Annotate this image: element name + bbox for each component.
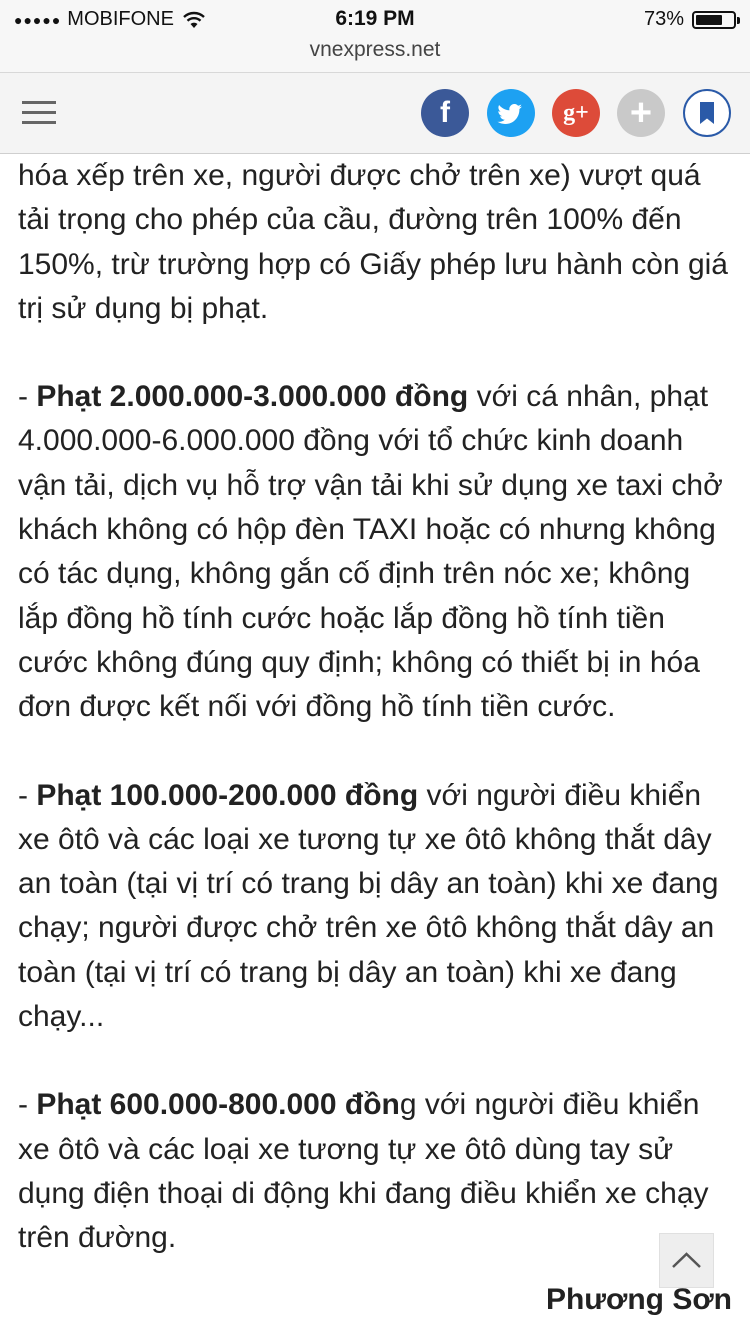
battery-tip <box>737 17 740 24</box>
more-share-button[interactable] <box>617 89 665 137</box>
facebook-share-button[interactable] <box>421 89 469 137</box>
signal-strength-icon: ●●●●● <box>14 11 62 28</box>
paragraph-prefix: - <box>18 778 37 812</box>
fine-amount: Phạt 600.000-800.000 đồn <box>36 1088 400 1122</box>
paragraph-text: với cá nhân, phạt 4.000.000-6.000.000 đồng với tổ chức kinh doanh vận tải, dịch vụ hỗ trợ vận tải khi sử dụng xe taxi chở khách không có hộp đèn TAXI hoặc có nhưng không có tác dụng, không gắn cố định trên nóc xe; không lắp đồng hồ tính cước hoặc lắp đồng hồ tính tiền cước không đúng quy định; không có thiết bị in hóa đơn được kết nối với đồng hồ tính tiền cước. <box>18 380 723 724</box>
google-plus-share-button[interactable] <box>552 89 600 137</box>
status-time: 6:19 PM <box>335 7 415 30</box>
battery-icon <box>692 11 736 29</box>
google-plus-icon: g+ <box>563 100 589 126</box>
chevron-up-icon <box>660 1234 713 1287</box>
twitter-bird-icon <box>487 89 535 137</box>
paragraph-text: với người điều khiển xe ôtô và các loại xe tương tự xe ôtô không thắt dây an toàn (tại vị trí có trang bị dây an toàn) khi xe đang chạy; người được chở trên xe ôtô không thắt dây an toàn (tại vị trí có trang bị dây an toàn) khi xe đang chạy... <box>18 778 719 1034</box>
twitter-share-button[interactable] <box>487 89 535 137</box>
battery-level-fill <box>696 15 722 25</box>
paragraph-prefix: - <box>18 380 37 414</box>
fine-amount: Phạt 100.000-200.000 đồng <box>36 778 419 812</box>
carrier-name: MOBIFONE <box>67 8 174 30</box>
paragraph-text: hóa xếp trên xe, người được chở trên xe) vượt quá tải trọng cho phép của cầu, đường trên 100% đến 150%, trừ trường hợp có Giấy phép lưu hành còn giá trị sử dụng bị phạt. <box>18 159 728 325</box>
paragraph-prefix: - <box>18 1088 37 1122</box>
paragraph-text: g với người điều khiển xe ôtô và các loại xe tương tự xe ôtô dùng tay sử dụng điện thoại di động khi đang điều khiển xe chạy trên đường. <box>18 1088 709 1255</box>
article-paragraph <box>18 1083 734 1260</box>
battery-percent: 73% <box>643 8 684 30</box>
article-paragraph <box>18 375 734 729</box>
fine-amount: Phạt 2.000.000-3.000.000 đồng <box>36 380 469 414</box>
scroll-to-top-button[interactable] <box>659 1233 714 1288</box>
bookmark-button[interactable] <box>683 89 731 137</box>
article-body <box>18 154 734 1305</box>
facebook-icon: f <box>440 96 450 129</box>
site-toolbar <box>0 72 750 154</box>
hamburger-menu-icon[interactable] <box>22 101 56 125</box>
bookmark-icon <box>685 91 729 135</box>
address-bar-url[interactable]: vnexpress.net <box>309 38 441 61</box>
battery-info <box>644 8 736 31</box>
article-author: Phương Sơn <box>545 1283 732 1316</box>
article-paragraph <box>18 154 734 331</box>
article-paragraph <box>18 774 734 1040</box>
status-bar <box>0 0 750 72</box>
plus-icon: + <box>629 92 653 134</box>
